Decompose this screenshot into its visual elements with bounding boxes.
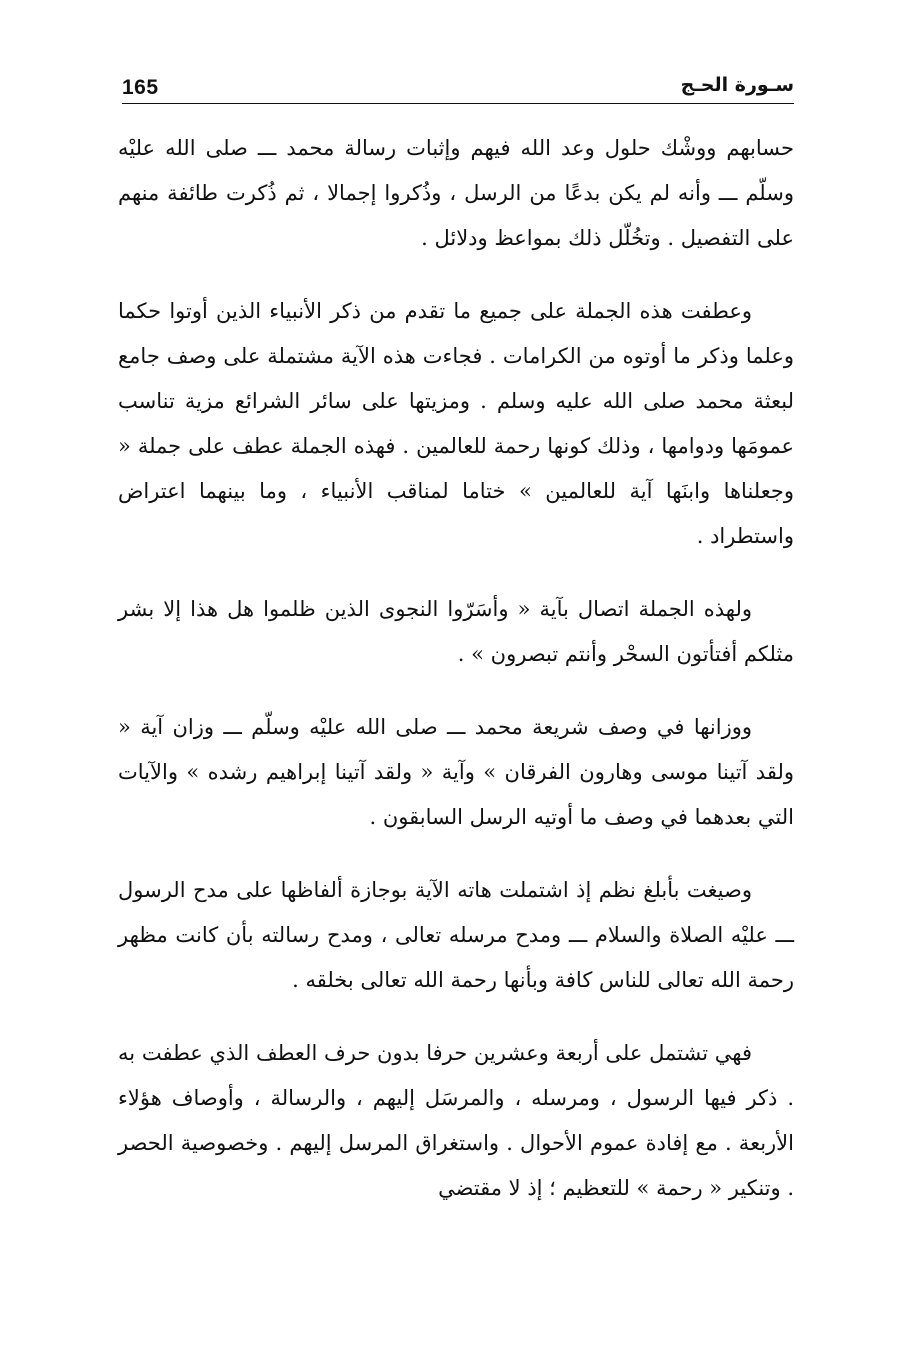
page-number: 165 xyxy=(122,76,159,99)
paragraph-1: حسابهم ووشْك حلول وعد الله فيهم وإثبات رسالة محمد ـــ صلى الله عليْه وسلّم ـــ وأنه لم يكن بدعًا من الرسل ، وذُكروا إجمالا ، ثم ذُكرت طائفة منهم على التفصيل . وتخُلّل ذلك بمواعظ ودلائل . xyxy=(118,136,794,250)
surah-title: سـورة الحـج xyxy=(680,74,794,96)
paragraph-5: وصيغت بأبلغ نظم إذ اشتملت هاته الآية بوجازة ألفاظها على مدح الرسول ـــ عليْه الصلاة والسلام ـــ ومدح مرسله تعالى ، ومدح رسالته بأن كانت مظهر رحمة الله تعالى للناس كافة وبأنها رحمة الله تعالى بخلقه . xyxy=(118,878,794,992)
paragraph-3: ولهذه الجملة اتصال بآية « وأسَرّوا النجوى الذين ظلموا هل هذا إلا بشر مثلكم أفتأتون السحْر وأنتم تبصرون » . xyxy=(118,597,794,666)
running-header xyxy=(122,70,794,104)
header-rule xyxy=(122,103,794,104)
body-text xyxy=(118,126,794,1239)
paragraph-2: وعطفت هذه الجملة على جميع ما تقدم من ذكر الأنبياء الذين أوتوا حكما وعلما وذكر ما أوتوه من الكرامات . فجاءت هذه الآية مشتملة على وصف جامع لبعثة محمد صلى الله عليه وسلم . ومزيتها على سائر الشرائع مزية تناسب عمومَها ودوامها ، وذلك كونها رحمة للعالمين . فهذه الجملة عطف على جملة « وجعلناها وابنَها آية للعالمين » ختاما لمناقب الأنبياء ، وما بينهما اعتراض واستطراد . xyxy=(118,299,794,548)
paragraph-4: ووزانها في وصف شريعة محمد ـــ صلى الله عليْه وسلّم ـــ وزان آية « ولقد آتينا موسى وهارون الفرقان » وآية « ولقد آتينا إبراهيم رشده » والآيات التي بعدهما في وصف ما أوتيه الرسل السابقون . xyxy=(118,715,794,829)
paragraph-6: فهي تشتمل على أربعة وعشرين حرفا بدون حرف العطف الذي عطفت به . ذكر فيها الرسول ، ومرسله ، والمرسَل إليهم ، والرسالة ، وأوصاف هؤلاء الأربعة . مع إفادة عموم الأحوال . واستغراق المرسل إليهم . وخصوصية الحصر . وتنكير « رحمة » للتعظيم ؛ إذ لا مقتضي xyxy=(118,1041,794,1200)
